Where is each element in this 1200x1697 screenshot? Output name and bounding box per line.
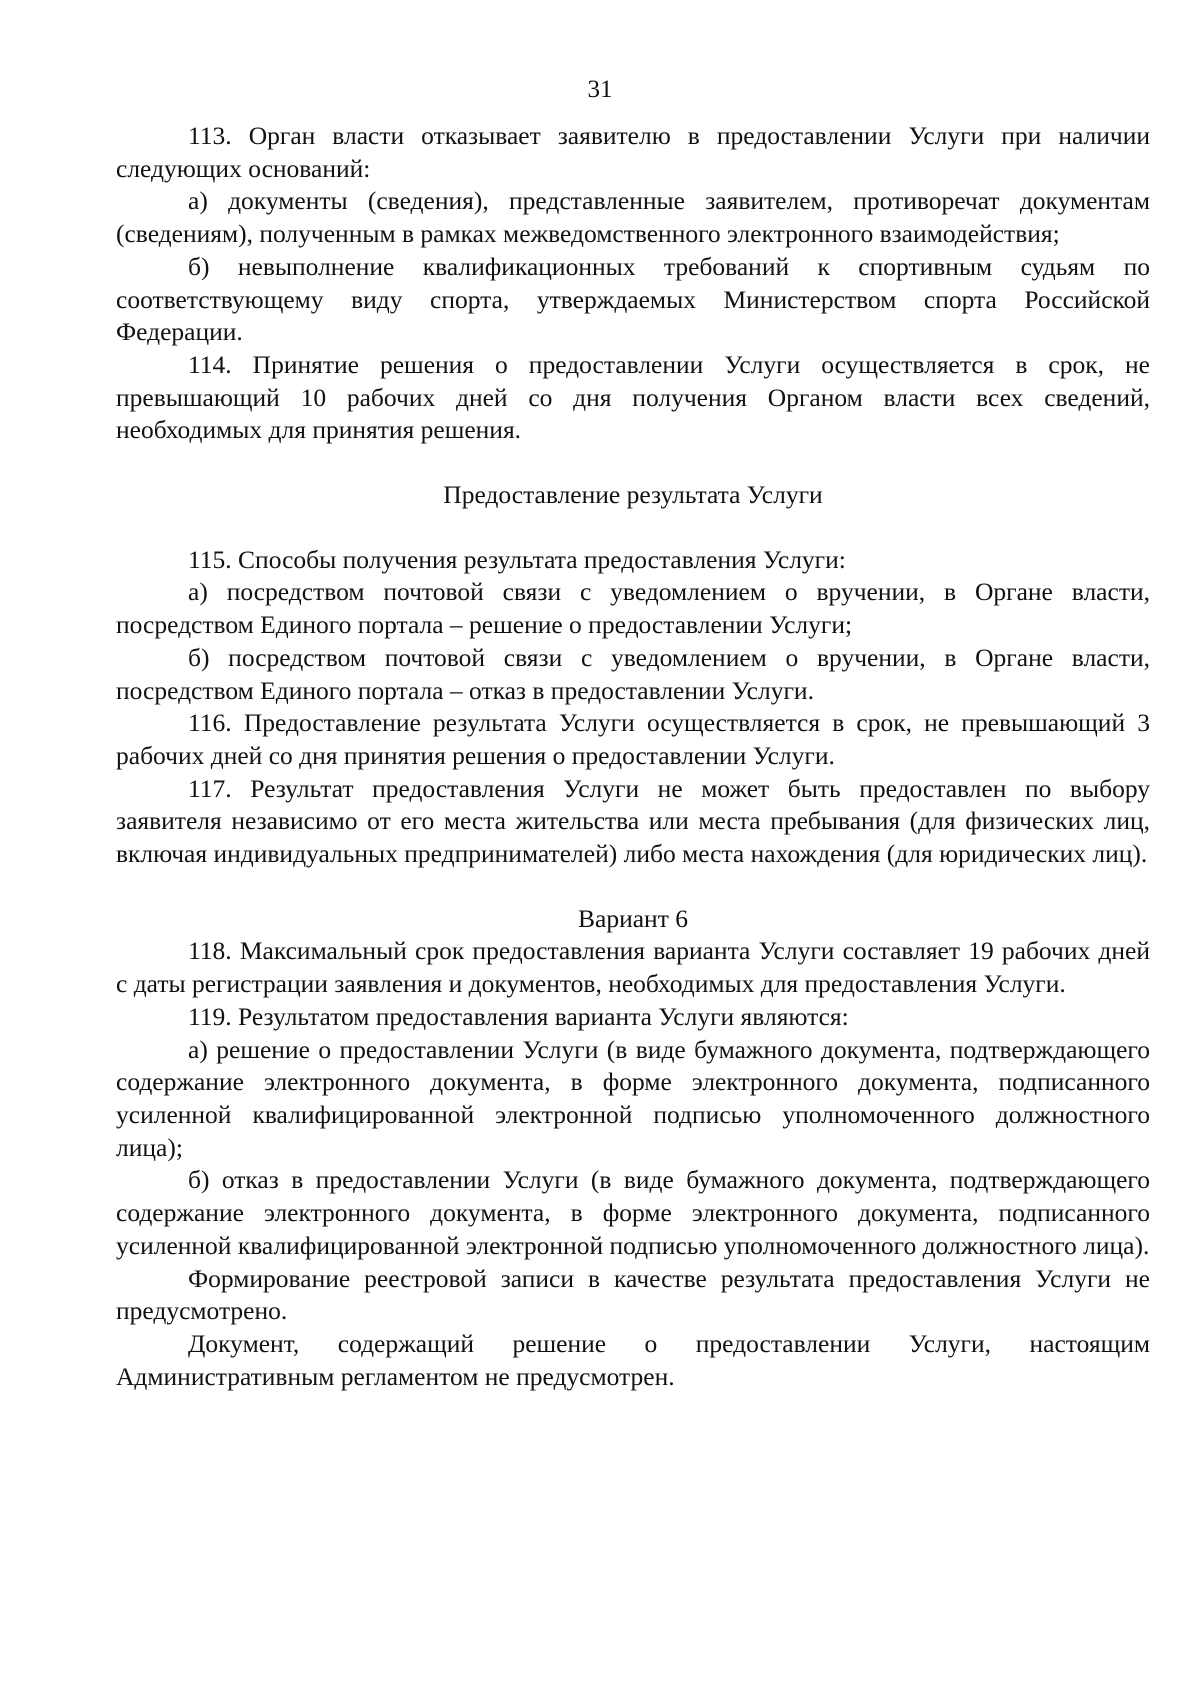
paragraph-registry-note: Формирование реестровой записи в качестве результата предоставления Услуги не предусмотрено. (116, 1263, 1150, 1326)
paragraph-113-b: б) невыполнение квалификационных требований к спортивным судьям по соответствующему виду спорта, утверждаемых Министерством спорта Российской Федерации. (116, 251, 1150, 347)
paragraph-117: 117. Результат предоставления Услуги не может быть предоставлен по выбору заявителя независимо от его места жительства или места пребывания (для физических лиц, включая индивидуальных предпринимателей) либо места нахождения (для юридических лиц). (116, 773, 1150, 869)
paragraph-115-a: а) посредством почтовой связи с уведомлением о вручении, в Органе власти, посредством Единого портала – решение о предоставлении Услуги; (116, 577, 1150, 640)
paragraph-116: 116. Предоставление результата Услуги осуществляется в срок, не превышающий 3 рабочих дней со дня принятия решения о предоставлении Услуги. (116, 708, 1150, 770)
section-heading-result: Предоставление результата Услуги (443, 480, 823, 510)
paragraph-119-b: б) отказ в предоставлении Услуги (в виде бумажного документа, подтверждающего содержание электронного документа, в форме электронного документа, подписанного усиленной квалифицированной электронной подписью уполномоченного должностного лица). (116, 1165, 1150, 1260)
paragraph-115: 115. Способы получения результата предоставления Услуги: (188, 544, 846, 574)
paragraph-113-a: а) документы (сведения), представленные заявителем, противоречат документам (сведениям), полученным в рамках межведомственного электронного взаимодействия; (116, 186, 1150, 249)
section-heading-variant: Вариант 6 (578, 903, 688, 933)
paragraph-document-note: Документ, содержащий решение о предоставлении Услуги, настоящим Административным регламентом не предусмотрен. (116, 1328, 1150, 1391)
page-number: 31 (587, 76, 613, 103)
paragraph-114: 114. Принятие решения о предоставлении Услуги осуществляется в срок, не превышающий 10 рабочих дней со дня получения Органом власти всех сведений, необходимых для принятия решения. (116, 349, 1150, 445)
paragraph-119: 119. Результатом предоставления варианта Услуги являются: (188, 1001, 849, 1031)
paragraph-118: 118. Максимальный срок предоставления варианта Услуги составляет 19 рабочих дней с даты регистрации заявления и документов, необходимых для предоставления Услуги. (116, 936, 1150, 999)
paragraph-115-b: б) посредством почтовой связи с уведомлением о вручении, в Органе власти, посредством Единого портала – отказ в предоставлении Услуги. (116, 642, 1150, 705)
paragraph-113: 113. Орган власти отказывает заявителю в предоставлении Услуги при наличии следующих оснований: (116, 121, 1150, 183)
paragraph-119-a: а) решение о предоставлении Услуги (в виде бумажного документа, подтверждающего содержание электронного документа, в форме электронного документа, подписанного усиленной квалифицированной электронной подписью уполномоченного должностного лица); (116, 1034, 1150, 1162)
document-body (116, 120, 1150, 1393)
